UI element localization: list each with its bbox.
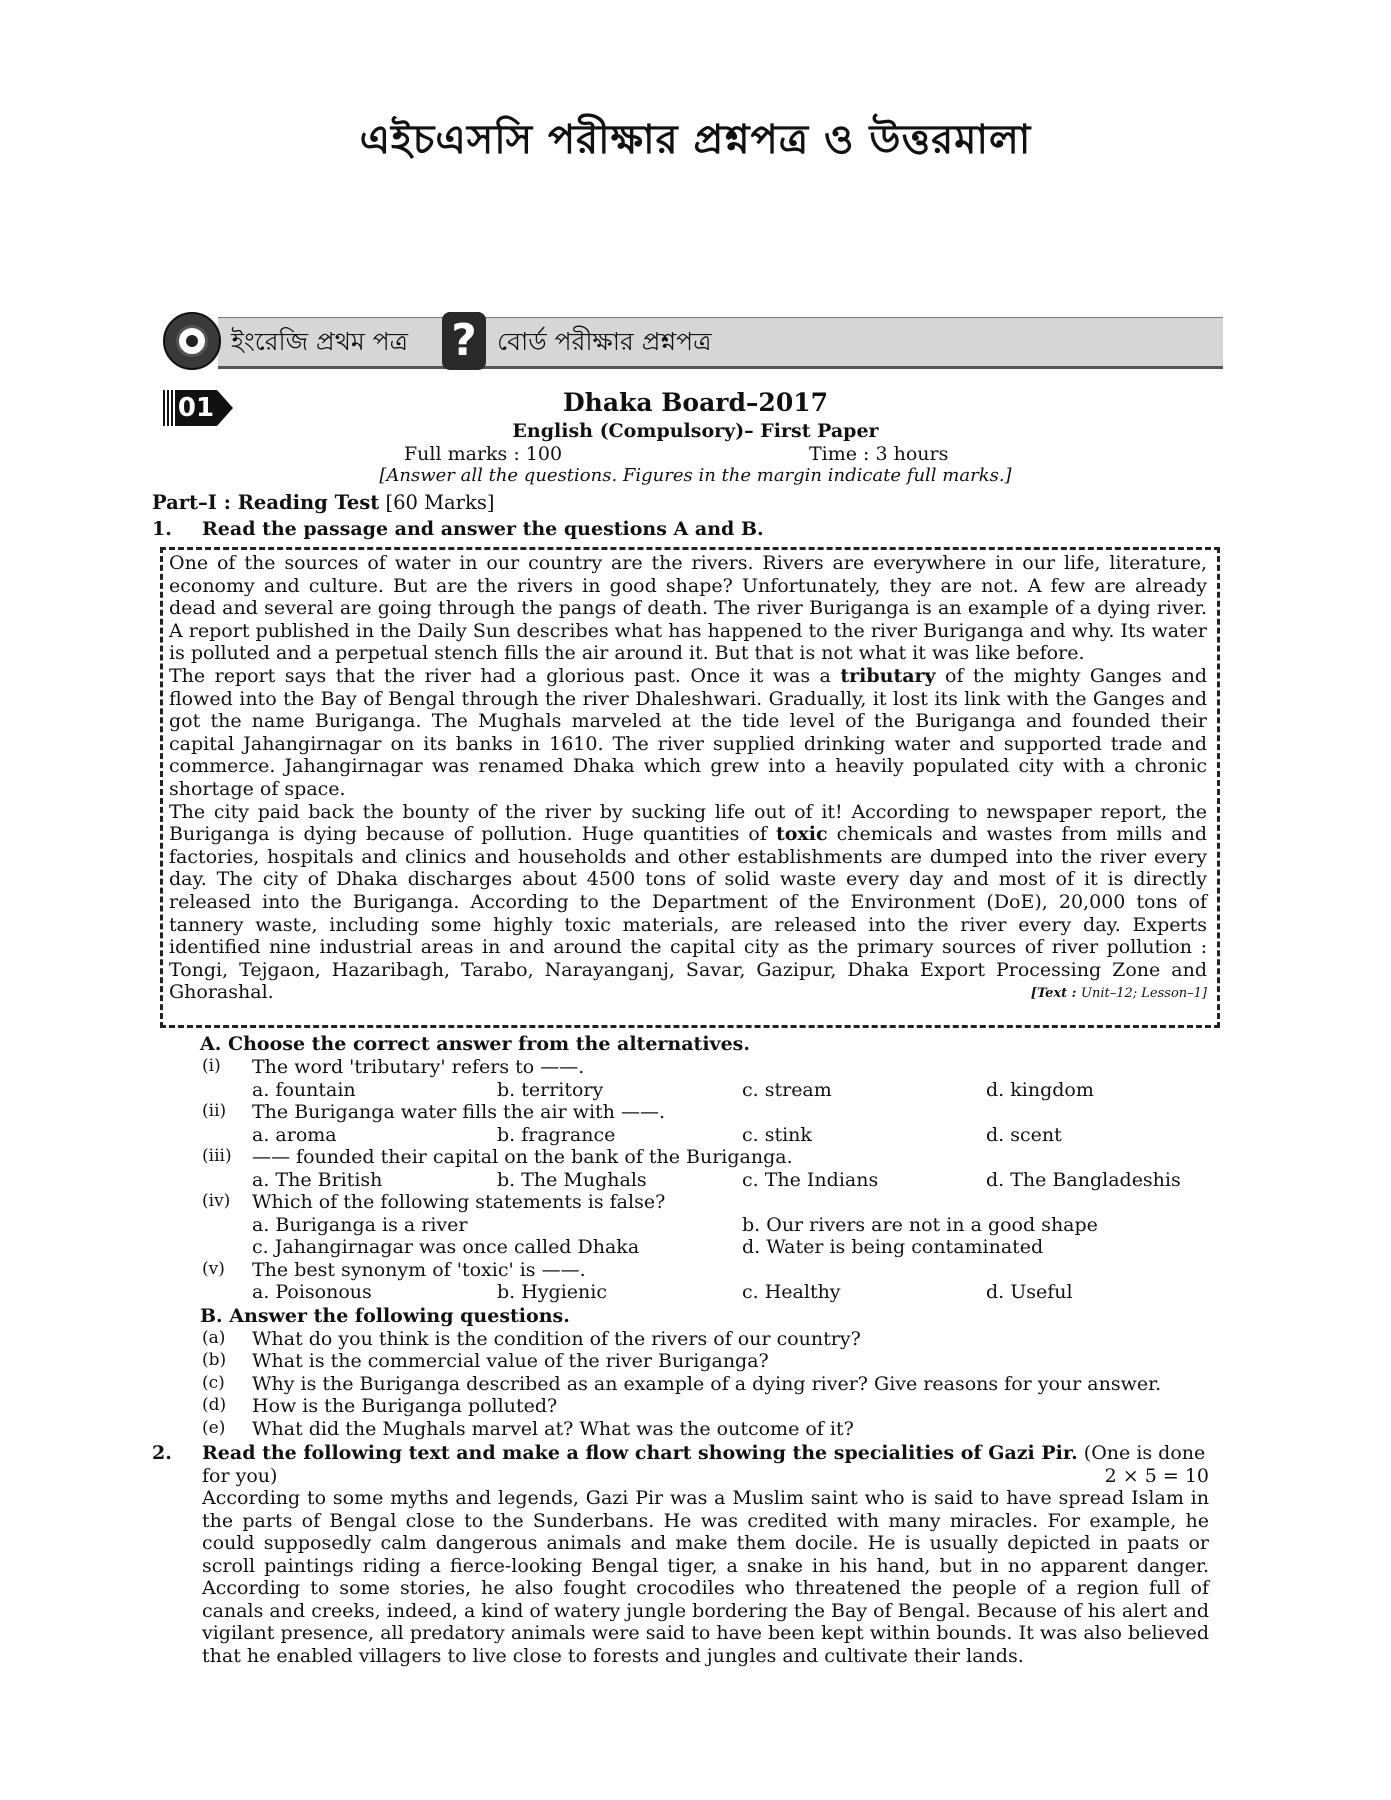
passage-paragraph: One of the sources of water in our country are the rivers. Rivers are everywhere in our life, literature, economy and culture. But are the rivers in good shape? Unfortunately, they are not. A few are already dead and several are going through the pangs of death. The river Buriganga is an example of a dying river. A report published in the Daily Sun describes what has happened to the river Buriganga and why. Its water is polluted and a perpetual stench fills the air around it. But that is not what it was like before. xyxy=(169,552,1207,665)
banner-subject: ইংরেজি প্রথম পত্র xyxy=(231,327,409,356)
reading-passage xyxy=(160,547,1220,1028)
question-1-heading: 1. Read the passage and answer the questions A and B. xyxy=(152,518,764,540)
question-2-marks: 2 × 5 = 10 xyxy=(1104,1464,1209,1487)
passage-paragraph: The report says that the river had a glorious past. Once it was a tributary of the mighty Ganges and flowed into the Bay of Bengal through the river Dhaleshwari. Gradually, it lost its link with the Ganges and got the name Buriganga. The Mughals marveled at the tide level of the Buriganga and founded their capital Jahangirnagar on its banks in 1610. The river supplied drinking water and supported trade and commerce. Jahangirnagar was renamed Dhaka which grew into a heavily populated city with a chronic shortage of space. xyxy=(169,664,1207,800)
passage-paragraph: The city paid back the bounty of the river by sucking life out of it! According to newspaper report, the Buriganga is dying because of pollution. Huge quantities of toxic chemicals and wastes from mills and factories, hospitals and clinics and households and other establishments are dumped into the river every day. The city of Dhaka discharges about 4500 tons of solid waste every day and most of it is directly released into the Buriganga. According to the Department of the Environment (DoE), 20,000 tons of tannery waste, including some highly toxic materials, are released into the river every day. Experts identified nine industrial areas in and around the capital city as the primary sources of river pollution : Tongi, Tejgaon, Hazaribagh, Tarabo, Narayanganj, Savar, Gazipur, Dhaka Export Processing Zone and Ghorashal. [Text : Unit–12; Lesson–1] xyxy=(169,801,1207,1004)
section-banner xyxy=(163,312,1223,370)
question-mark-icon: ? xyxy=(442,312,486,370)
question-2-heading: 2. Read the following text and make a flow chart showing the specialities of Gazi Pir. (One is done xyxy=(152,1442,1206,1464)
part-heading: Part–I : Reading Test [60 Marks] xyxy=(152,491,495,514)
exam-board-title: Dhaka Board–2017 xyxy=(562,388,828,417)
exam-subject: English (Compulsory)– First Paper xyxy=(512,420,879,442)
gear-head-icon xyxy=(163,312,221,370)
question-2 xyxy=(152,1442,1209,1667)
page-title: এইচএসসি পরীক্ষার প্রশ্নপত্র ও উত্তরমালা xyxy=(359,117,1032,163)
full-marks: Full marks : 100 xyxy=(404,443,563,465)
passage-citation: [Text : Unit–12; Lesson–1] xyxy=(1030,986,1207,1002)
question-2-body: for you) 2 × 5 = 10 According to some myths and legends, Gazi Pir was a Muslim saint who is said to have spread Islam in the parts of Bengal close to the Sunderbans. He was credited with many miracles. For example, he could supposedly calm dangerous animals and make them docile. He is usually depicted in paats or scroll paintings riding a fierce-looking Bengal tiger, a snake in his hand, but in no apparent danger. According to some stories, he also fought crocodiles who threatened the people of a region full of canals and creeks, indeed, a kind of watery jungle bordering the Bay of Bengal. Because of his alert and vigilant presence, all predatory animals were said to have been kept within bounds. It was also believed that he enabled villagers to live close to forests and jungles and cultivate their lands. xyxy=(202,1464,1209,1667)
question-2-text: According to some myths and legends, Gazi Pir was a Muslim saint who is said to have spread Islam in the parts of Bengal close to the Sunderbans. He was credited with many miracles. For example, he could supposedly calm dangerous animals and make them docile. He is usually depicted in paats or scroll paintings riding a fierce-looking Bengal tiger, a snake in his hand, but in no apparent danger. According to some stories, he also fought crocodiles who threatened the people of a region full of canals and creeks, indeed, a kind of watery jungle bordering the Bay of Bengal. Because of his alert and vigilant presence, all predatory animals were said to have been kept within bounds. It was also believed that he enabled villagers to live close to forests and jungles and cultivate their lands. xyxy=(202,1487,1209,1667)
banner-section: বোর্ড পরীক্ষার প্রশ্নপত্র xyxy=(497,327,712,356)
exam-instructions: [Answer all the questions. Figures in the margin indicate full marks.] xyxy=(379,465,1012,486)
exam-time: Time : 3 hours xyxy=(809,443,949,465)
badge-number: 01 xyxy=(175,390,217,426)
